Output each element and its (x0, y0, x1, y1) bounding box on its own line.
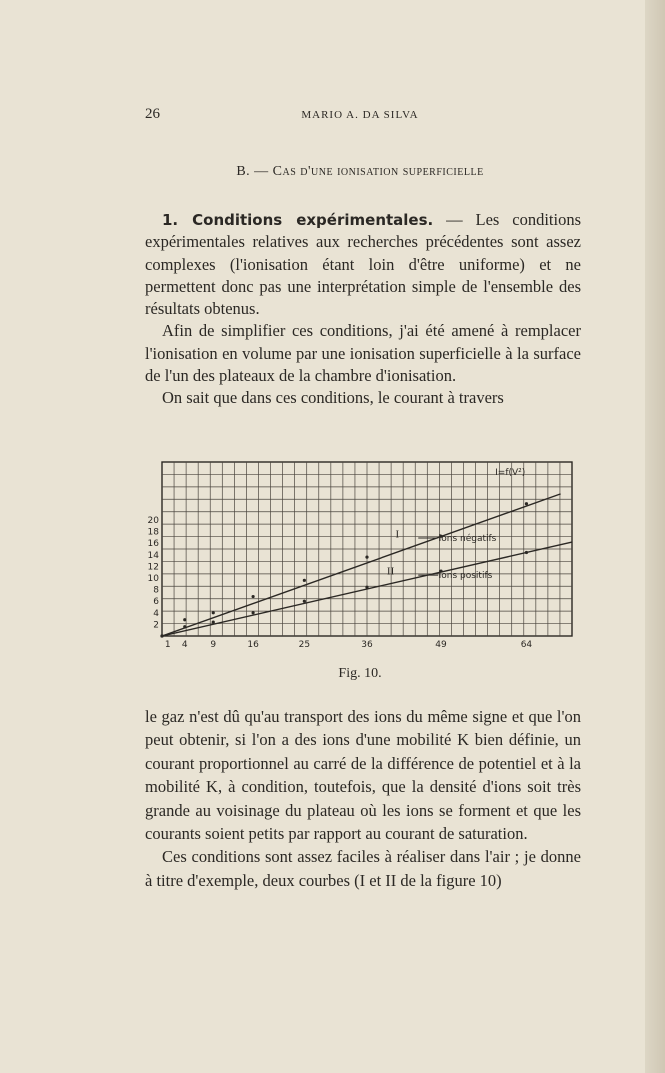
series-name-II: II (386, 565, 395, 578)
figure-chart (138, 456, 583, 656)
x-tick-label: 36 (361, 640, 373, 650)
figure-caption: Fig. 10. (338, 666, 382, 681)
section-title (145, 164, 575, 180)
paragraph-text: — Les conditions expérimentales relatives aux recherches précédentes sont assez complexes (l'ionisation étant loin d'être uniforme) et ne permettent donc pas une interprétation simple de l'ensemble des résultats obtenus. (145, 210, 581, 319)
series-name-I: I (395, 528, 400, 541)
y-tick-label: 4 (153, 608, 159, 619)
data-point-I (183, 618, 186, 621)
chart-annotation: I=f(V²) (495, 467, 526, 478)
data-point-I (212, 611, 215, 614)
data-point-I (252, 595, 255, 598)
paragraph-example: Ces conditions sont assez faciles à réaliser dans l'air ; je donne à titre d'exemple, deux courbes (I et II de la figure 10) (145, 847, 581, 890)
label-ions-positifs: ions positifs (438, 571, 493, 582)
y-tick-label: 2 (153, 620, 159, 631)
y-tick-label: 8 (153, 585, 159, 596)
paragraph-simplify: Afin de simplifier ces conditions, j'ai été amené à remplacer l'ionisation en volume par une ionisation superficielle à la surface de l'un des plateaux de la chambre d'ionisation. (145, 321, 581, 386)
x-tick-label: 49 (435, 640, 447, 650)
page-header (145, 106, 575, 126)
data-point-II (212, 620, 215, 623)
section-heading: Cas d'une ionisation superficielle (272, 164, 484, 179)
section-dash: — (254, 164, 269, 179)
data-point-I (525, 502, 528, 505)
series-line-I (162, 494, 561, 636)
y-tick-label: 10 (147, 574, 159, 584)
paragraph-heading: 1. Conditions expérimentales. (162, 211, 434, 229)
section-letter: B. (236, 164, 251, 179)
text-block-top (145, 209, 581, 410)
page-number: 26 (145, 106, 160, 122)
x-tick-label: 4 (181, 640, 188, 650)
data-point-I (303, 579, 306, 582)
label-ions-negatifs: ions négatifs (438, 533, 497, 544)
y-tick-label: 6 (153, 597, 159, 608)
x-tick-label: 25 (298, 640, 311, 650)
x-tick-label: 16 (247, 640, 259, 650)
y-tick-label: 14 (147, 550, 159, 561)
chart-svg (138, 456, 583, 656)
paragraph-current-end: le gaz n'est dû qu'au transport des ions du même signe et que l'on peut obtenir, si l'on a des ions d'une mobilité K bien définie, un courant proportionnel au carré de la différence de potentiel et à la mobilité K, à condition, toutefois, que la densité d'ions soit très grande au voisinage du plateau où les ions se forment et que les courants soient petits par rapport au courant de saturation. (145, 707, 581, 844)
data-point-II (252, 611, 255, 614)
running-head: MARIO A. DA SILVA (301, 109, 419, 121)
x-tick-label: 64 (520, 640, 533, 650)
x-tick-label: 1 (164, 640, 171, 650)
paragraph-current-start: On sait que dans ces conditions, le courant à travers (162, 388, 504, 408)
y-tick-label: 16 (147, 539, 159, 550)
data-point-II (365, 586, 368, 589)
y-tick-label: 18 (147, 527, 159, 538)
text-block-bottom (145, 705, 581, 892)
paragraph-conditions (145, 209, 581, 320)
y-tick-label: 12 (147, 562, 159, 573)
data-point-II (160, 634, 163, 637)
data-point-I (365, 556, 368, 559)
page-edge (645, 0, 665, 1073)
data-point-II (303, 600, 306, 603)
x-tick-label: 9 (210, 640, 217, 650)
data-point-II (525, 551, 528, 554)
data-point-II (183, 625, 186, 628)
y-tick-label: 20 (147, 516, 159, 526)
